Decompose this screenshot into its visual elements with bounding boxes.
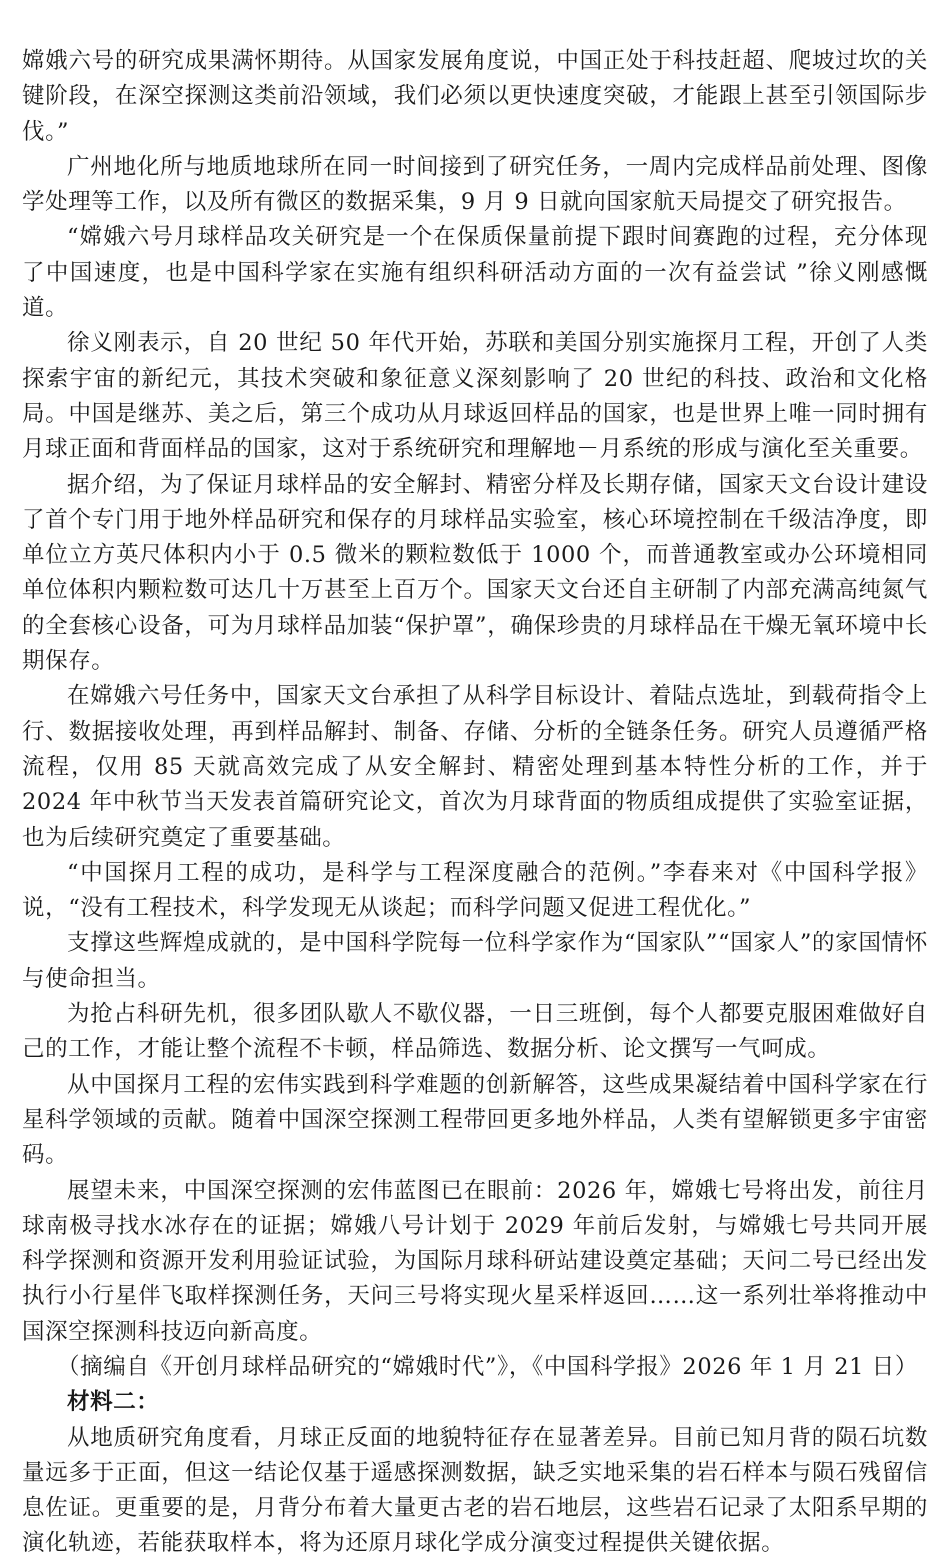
source-citation: （摘编自《开创月球样品研究的“嫦娥时代”》，《中国科学报》2026 年 1 月 21 日） (57, 1353, 918, 1380)
document-page (22, 44, 928, 1562)
paragraph: 在嫦娥六号任务中，国家天文台承担了从科学目标设计、着陆点选址，到载荷指令上行、数据接收处理，再到样品解封、制备、存储、分析的全链条任务。研究人员遵循严格流程，仅用 85 天就高效完成了从安全解封、精密处理到基本特性分析的工作，并于 2024 年中秋节当天发表首篇研究论文，首次为月球背面的物质组成提供了实验室证据，也为后续研究奠定了重要基础。 (22, 683, 928, 851)
paragraph: 支撑这些辉煌成就的，是中国科学院每一位科学家作为“国家队”“国家人”的家国情怀与使命担当。 (22, 930, 928, 992)
paragraph: 展望未来，中国深空探测的宏伟蓝图已在眼前：2026 年，嫦娥七号将出发，前往月球南极寻找水冰存在的证据；嫦娥八号计划于 2029 年前后发射，与嫦娥七号共同开展科学探测和资源开发利用验证试验，为国际月球科研站建设奠定基础；天问二号已经出发执行小行星伴飞取样探测任务，天问三号将实现火星采样返回……这一系列壮举将推动中国深空探测科技迈向新高度。 (22, 1177, 928, 1345)
paragraph-continuation: 嫦娥六号的研究成果满怀期待。从国家发展角度说，中国正处于科技赶超、爬坡过坎的关键阶段，在深空探测这类前沿领域，我们必须以更快速度突破，才能跟上甚至引领国际步伐。” (22, 48, 928, 145)
paragraph: 为抢占科研先机，很多团队歇人不歇仪器，一日三班倒，每个人都要克服困难做好自己的工作，才能让整个流程不卡顿，样品筛选、数据分析、论文撰写一气呵成。 (22, 1001, 928, 1063)
paragraph: 徐义刚表示，自 20 世纪 50 年代开始，苏联和美国分别实施探月工程，开创了人类探索宇宙的新纪元，其技术突破和象征意义深刻影响了 20 世纪的科技、政治和文化格局。中国是继苏、美之后，第三个成功从月球返回样品的国家，也是世界上唯一同时拥有月球正面和背面样品的国家，这对于系统研究和理解地－月系统的形成与演化至关重要。 (22, 330, 928, 463)
paragraph: 据介绍，为了保证月球样品的安全解封、精密分样及长期存储，国家天文台设计建设了首个专门用于地外样品研究和保存的月球样品实验室，核心环境控制在千级洁净度，即单位立方英尺体积内小于 0.5 微米的颗粒数低于 1000 个，而普通教室或办公环境相同单位体积内颗粒数可达几十万甚至上百万个。国家天文台还自主研制了内部充满高纯氮气的全套核心设备，可为月球样品加装“保护罩”，确保珍贵的月球样品在干燥无氧环境中长期保存。 (22, 471, 928, 675)
paragraph: “中国探月工程的成功，是科学与工程深度融合的范例。”李春来对《中国科学报》说，“没有工程技术，科学发现无从谈起；而科学问题又促进工程优化。” (22, 859, 928, 922)
paragraph: “嫦娥六号月球样品攻关研究是一个在保质保量前提下跟时间赛跑的过程，充分体现了中国速度，也是中国科学家在实施有组织科研活动方面的一次有益尝试 ”徐义刚感慨道。 (22, 224, 928, 322)
section-heading: 材料二： (67, 1389, 160, 1416)
paragraph: 从地质研究角度看，月球正反面的地貌特征存在显著差异。目前已知月背的陨石坑数量远多于正面，但这一结论仅基于遥感探测数据，缺乏实地采集的岩石样本与陨石残留信息佐证。更重要的是，月背分布着大量更古老的岩石地层，这些岩石记录了太阳系早期的演化轨迹，若能获取样本，将为还原月球化学成分演变过程提供关键依据。 (22, 1424, 928, 1557)
paragraph: 广州地化所与地质地球所在同一时间接到了研究任务，一周内完成样品前处理、图像学处理等工作，以及所有微区的数据采集，9 月 9 日就向国家航天局提交了研究报告。 (22, 153, 928, 216)
paragraph: 从中国探月工程的宏伟实践到科学难题的创新解答，这些成果凝结着中国科学家在行星科学领域的贡献。随着中国深空探测工程带回更多地外样品，人类有望解锁更多宇宙密码。 (22, 1071, 928, 1169)
